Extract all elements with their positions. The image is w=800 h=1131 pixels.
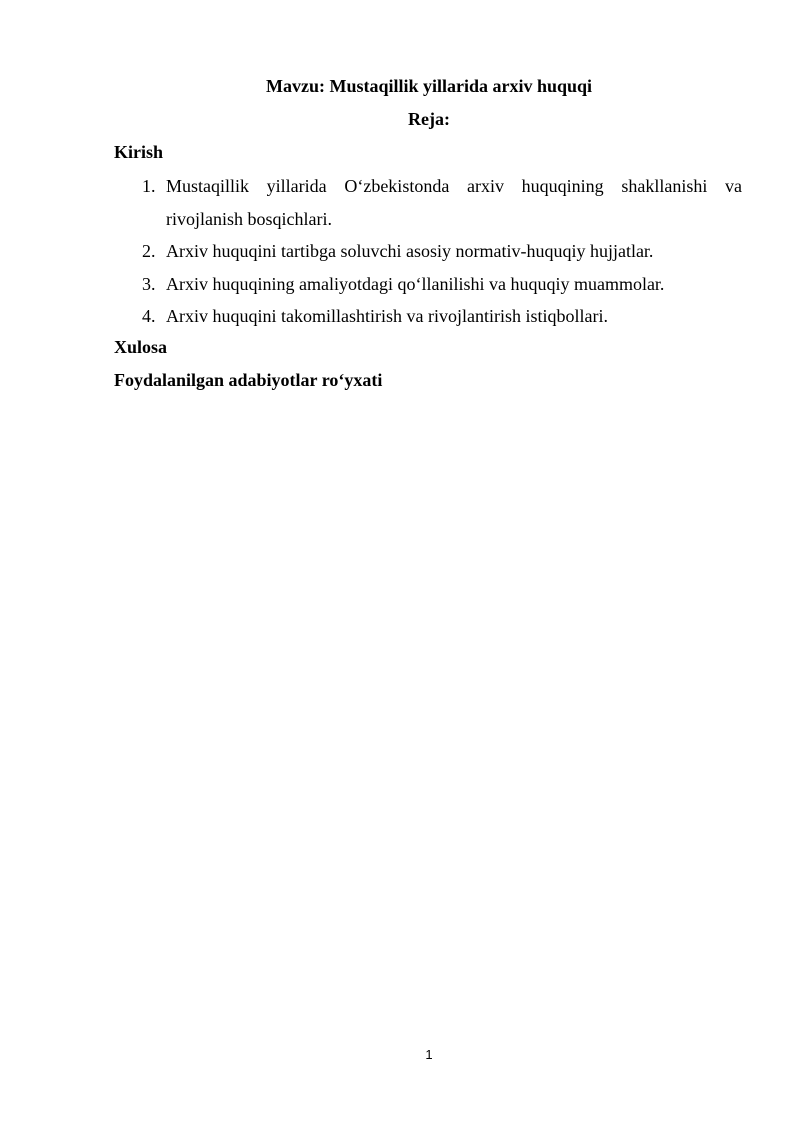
plan-item-text: Mustaqillik yillarida O‘zbekistonda arxiv huquqining shakllanishi va rivojlanish bosqichlari. [166,176,742,229]
references-heading: Foydalanilgan adabiyotlar ro‘yxati [114,370,383,390]
plan-item-number: 4. [142,306,156,326]
plan-item-number: 1. [142,176,156,196]
plan-item [142,300,742,333]
page-number: 1 [425,1047,433,1062]
document-title: Mavzu: Mustaqillik yillarida arxiv huquqi [265,76,593,96]
conclusion-heading: Xulosa [114,337,168,357]
intro-heading: Kirish [114,142,164,162]
plan-item [142,268,742,301]
plan-item-number: 2. [142,241,156,261]
plan-item [142,235,742,268]
plan-item-text: Arxiv huquqini takomillashtirish va rivojlantirish istiqbollari. [166,306,608,326]
plan-heading: Reja: [408,109,450,129]
plan-item [142,170,742,235]
plan-item-number: 3. [142,273,156,294]
plan-item-text: Arxiv huquqining amaliyotdagi qo‘llanilishi va huquqiy muammolar. [166,273,665,294]
plan-item-text: Arxiv huquqini tartibga soluvchi asosiy normativ-huquqiy hujjatlar. [166,241,654,261]
plan-list [142,170,742,333]
